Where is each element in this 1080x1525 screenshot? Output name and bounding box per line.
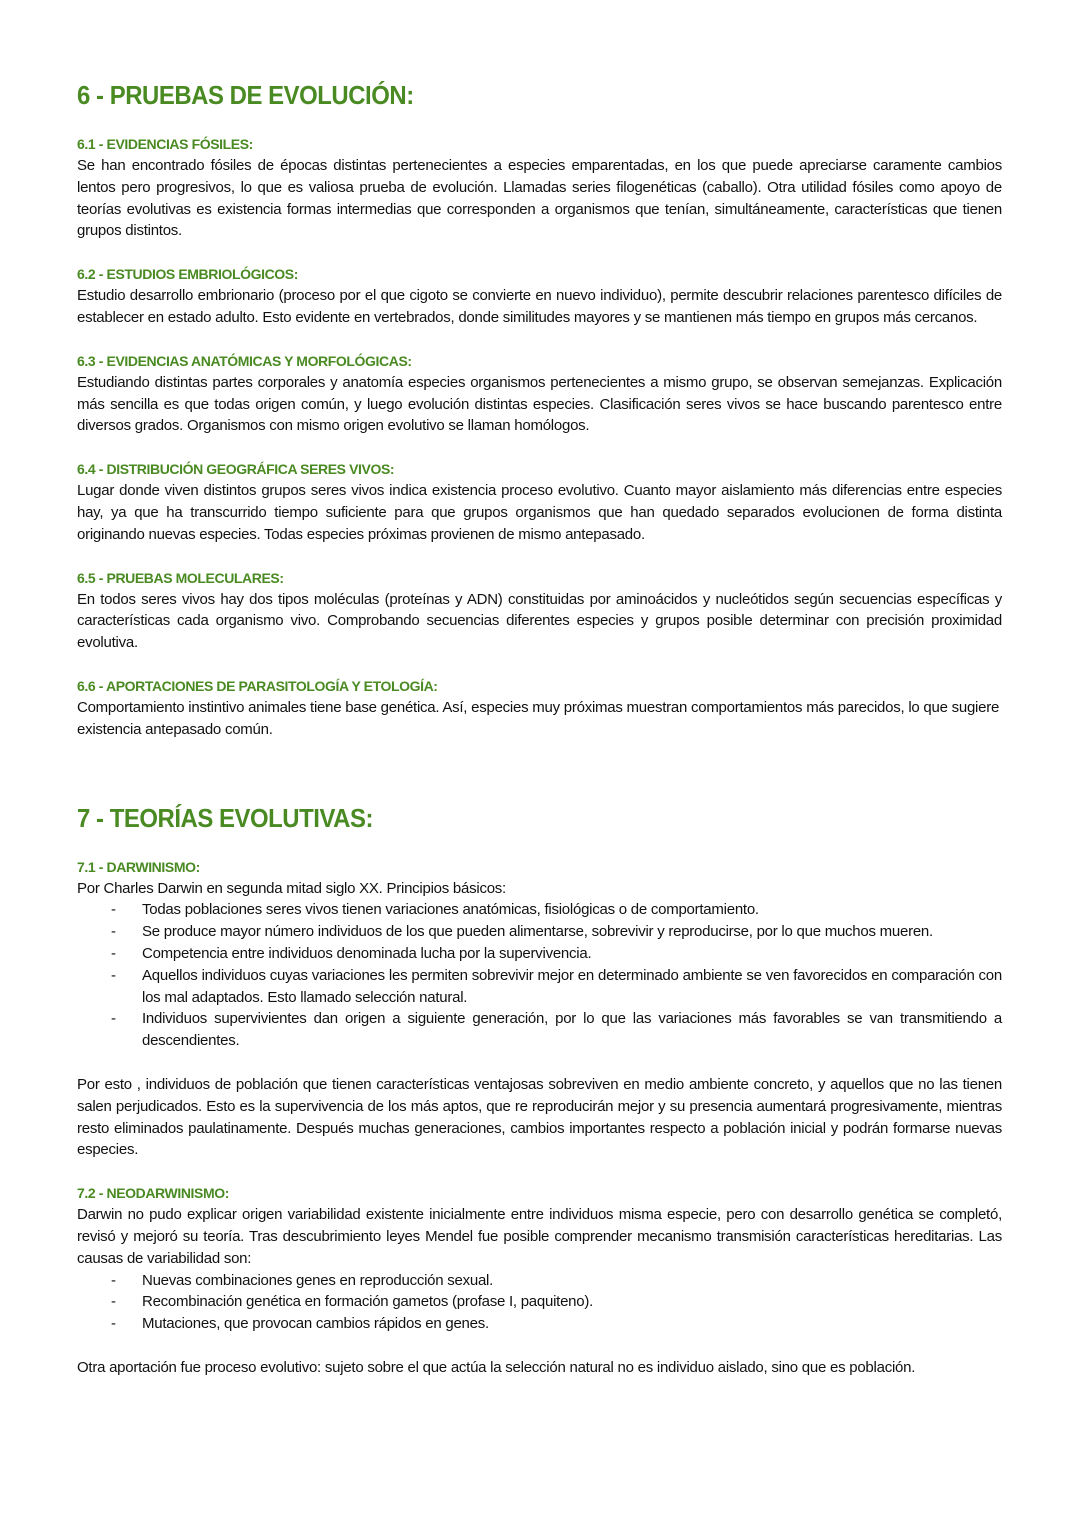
section-7-1-title: 7.1 - DARWINISMO: <box>77 858 200 875</box>
document-page <box>77 78 1002 1379</box>
variability-causes-list <box>77 1270 1002 1335</box>
list-item <box>77 1270 1002 1292</box>
section-6-1-title: 6.1 - EVIDENCIAS FÓSILES: <box>77 136 253 152</box>
section-6-2-title: 6.2 - ESTUDIOS EMBRIOLÓGICOS: <box>77 266 298 283</box>
dash-bullet: - <box>111 923 116 941</box>
section-6-6-text: Comportamiento instintivo animales tiene base genética. Así, especies muy próximas muestran comportamientos más parecidos, lo que sugiere existencia antepasado común. <box>77 698 1000 738</box>
section-6-2-text: Estudio desarrollo embrionario (proceso por el que cigoto se convierte en nuevo individuo), permite descubrir relaciones parentesco difíciles de establecer en estado adulto. Esto evidente en vertebrados, donde similitudes mayores y se mantienen más tiempo en grupos más cercanos. <box>77 287 1002 326</box>
section-7-1-intro: Por Charles Darwin en segunda mitad siglo XX. Principios básicos: <box>77 879 506 897</box>
list-item <box>77 1008 1002 1052</box>
section-6-4-title: 6.4 - DISTRIBUCIÓN GEOGRÁFICA SERES VIVOS: <box>77 461 395 478</box>
section-6-4-text: Lugar donde viven distintos grupos seres vivos indica existencia proceso evolutivo. Cuanto mayor aislamiento más diferencias entre especies hay, ya que ha transcurrido tiempo suficiente para que grupos organismos que han quedado separados evolucionen de forma distinta originando nuevas especies. Todas especies próximas provienen de mismo antepasado. <box>77 482 1002 543</box>
list-item <box>77 1291 1002 1313</box>
section-6-6-title: 6.6 - APORTACIONES DE PARASITOLOGÍA Y ETOLOGÍA: <box>77 677 438 694</box>
dash-bullet: - <box>111 1010 116 1028</box>
dash-bullet: - <box>111 1315 116 1333</box>
list-item <box>77 921 1002 943</box>
darwinism-principles-list <box>77 899 1002 1052</box>
list-item-text: Aquellos individuos cuyas variaciones les permiten sobrevivir mejor en determinado ambiente se ven favorecidos en comparación con los mal adaptados. Esto llamado selección natural. <box>142 966 1002 1006</box>
dash-bullet: - <box>111 966 116 984</box>
section-6-3-title: 6.3 - EVIDENCIAS ANATÓMICAS Y MORFOLÓGICAS: <box>77 352 412 369</box>
dash-bullet: - <box>111 1271 116 1289</box>
section-6-3-text: Estudiando distintas partes corporales y anatomía especies organismos pertenecientes a mismo grupo, se observan semejanzas. Explicación más sencilla es que todas origen común, y luego evolución distintas especies. Clasificación seres vivos se hace buscando parentesco entre diversos grados. Organismos con mismo origen evolutivo se llaman homólogos. <box>77 373 1002 435</box>
list-item-text: Recombinación genética en formación gametos (profase I, paquiteno). <box>142 1293 594 1311</box>
list-item-text: Todas poblaciones seres vivos tienen variaciones anatómicas, fisiológicas o de comportamiento. <box>142 901 759 919</box>
list-item <box>77 965 1002 1009</box>
section-6-5-text: En todos seres vivos hay dos tipos moléculas (proteínas y ADN) constituidas por aminoácidos y nucleótidos según secuencias específicas y características cada organismo vivo. Comprobando secuencias diferentes especies y grupos posible determinar con precisión proximidad evolutiva. <box>77 590 1002 652</box>
list-item-text: Se produce mayor número individuos de los que pueden alimentarse, sobrevivir y reproducirse, por lo que muchos mueren. <box>142 923 933 941</box>
section-6-1-text: Se han encontrado fósiles de épocas distintas pertenecientes a especies emparentadas, en los que puede apreciarse caramente cambios lentos pero progresivos, lo que es valiosa prueba de evolución. Llamadas series filogenéticas (caballo). Otra utilidad fósiles como apoyo de teorías evolutivas es existencia formas intermedias que corresponden a organismos que tenían, simultáneamente, características que tienen grupos distintos. <box>77 157 1002 240</box>
dash-bullet: - <box>111 944 116 962</box>
list-item <box>77 943 1002 965</box>
section-7-title: 7 - TEORÍAS EVOLUTIVAS: <box>77 802 373 833</box>
list-item <box>77 1313 1002 1335</box>
section-7-2-intro: Darwin no pudo explicar origen variabilidad existente inicialmente entre individuos misma especie, pero con desarrollo genética se completó, revisó y mejoró su teoría. Tras descubrimiento leyes Mendel fue posible comprender mecanismo transmisión características hereditarias. Las causas de variabilidad son: <box>77 1206 1002 1267</box>
list-item-text: Individuos supervivientes dan origen a siguiente generación, por lo que las variaciones más favorables se van transmitiendo a descendientes. <box>142 1010 1002 1050</box>
list-item-text: Competencia entre individuos denominada lucha por la supervivencia. <box>142 944 592 962</box>
list-item-text: Nuevas combinaciones genes en reproducción sexual. <box>142 1271 494 1289</box>
list-item <box>77 899 1002 921</box>
section-7-2-conclusion: Otra aportación fue proceso evolutivo: sujeto sobre el que actúa la selección natural no es individuo aislado, sino que es población. <box>77 1358 916 1376</box>
section-6-title: 6 - PRUEBAS DE EVOLUCIÓN: <box>77 80 414 110</box>
section-7-2-title: 7.2 - NEODARWINISMO: <box>77 1185 229 1202</box>
dash-bullet: - <box>111 901 116 919</box>
section-6-5-title: 6.5 - PRUEBAS MOLECULARES: <box>77 569 284 586</box>
list-item-text: Mutaciones, que provocan cambios rápidos en genes. <box>142 1315 489 1333</box>
dash-bullet: - <box>111 1293 116 1311</box>
section-7-1-conclusion: Por esto , individuos de población que tienen características ventajosas sobreviven en medio ambiente concreto, y aquellos que no las tienen salen perjudicados. Esto es la supervivencia de los más aptos, que re reproducirán mejor y su presencia aumentará progresivamente, mientras resto eliminados paulatinamente. Después muchas generaciones, cambios importantes respecto a población inicial y podrán formarse nuevas especies. <box>77 1075 1002 1159</box>
